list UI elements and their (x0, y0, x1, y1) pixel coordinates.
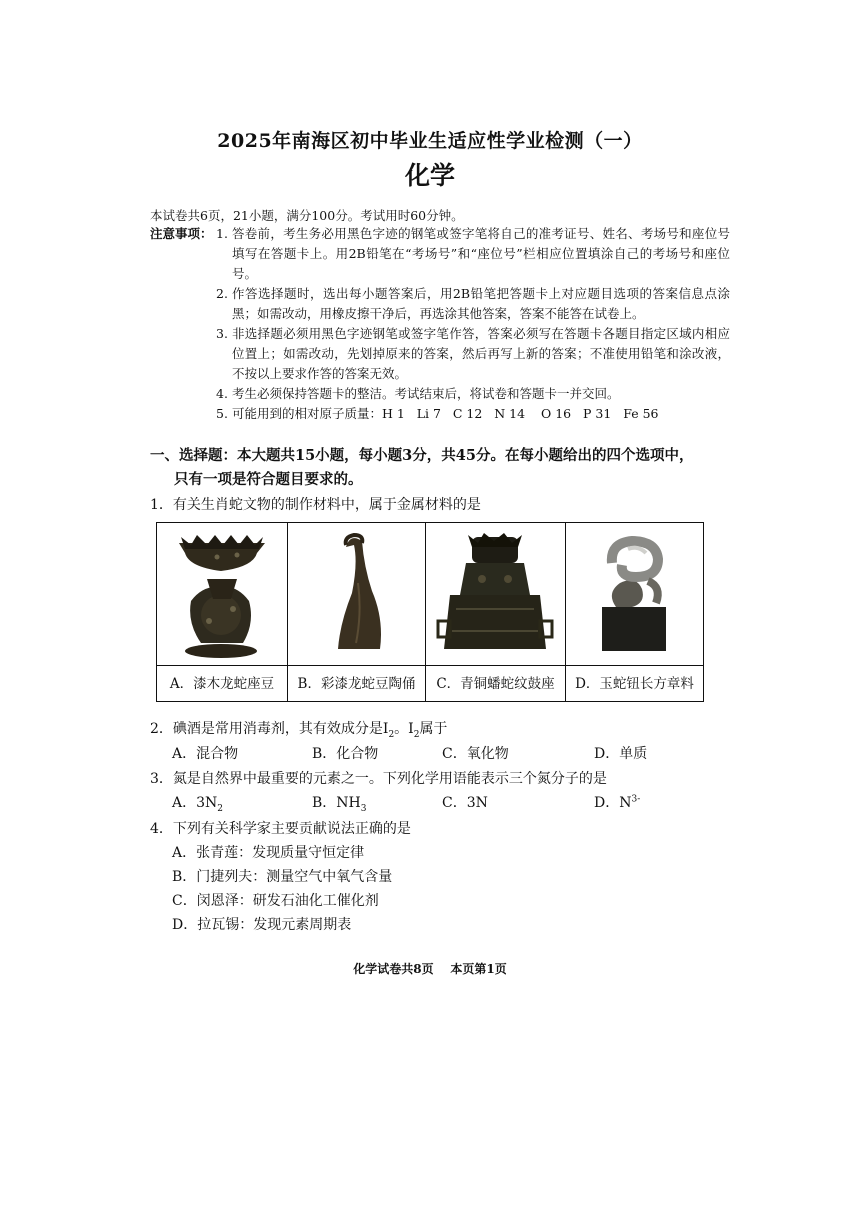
option-a-caption: A．漆木龙蛇座豆 (169, 676, 275, 692)
option-b-text: B．NH (312, 795, 361, 811)
option-a-image (157, 523, 287, 666)
note-item (216, 404, 724, 424)
note-item (216, 324, 730, 384)
note-text: 可能用到的相对原子质量：H 1 Li 7 C 12 N 14 O 16 P 31 Fe 56 (232, 406, 659, 421)
question-1-image-table (156, 522, 704, 702)
section-heading-line2: 只有一项是符合题目要求的。 (174, 471, 363, 488)
notes-label: 注意事项： (150, 226, 213, 241)
subscript: 2 (413, 729, 420, 740)
option-c: C．氧化物 (442, 746, 509, 762)
note-number: 4. (216, 386, 228, 401)
option-c-cell (426, 523, 566, 701)
question-2-stem (150, 718, 447, 740)
note-item (216, 284, 730, 324)
note-number: 3. (216, 326, 228, 341)
question-2-stem-text: 2．碘酒是常用消毒剂，其有效成分是I (150, 721, 389, 737)
note-item (216, 224, 730, 284)
note-text: 非选择题必须用黑色字迹钢笔或签字笔作答，答案必须写在答题卡各题目指定区域内相应位置上；如需改动，先划掉原来的答案，然后再写上新的答案；不准使用铅笔和涂改液，不按以上要求作答的答案无效。 (232, 326, 730, 381)
option-c: C．3N (442, 795, 488, 811)
option-a: A．混合物 (172, 746, 239, 762)
option-a (172, 792, 223, 814)
note-text: 作答选择题时，选出每小题答案后，用2B铅笔把答题卡上对应题目选项的答案信息点涂黑；如需改动，用橡皮擦干净后，再选涂其他答案，答案不能答在试卷上。 (232, 286, 730, 321)
option-b: B．化合物 (312, 746, 379, 762)
exam-info: 本试卷共6页，21小题，满分100分。考试用时60分钟。 (150, 208, 464, 223)
option-a-text: A．3N (172, 795, 218, 811)
option-d-caption: D．玉蛇钮长方章料 (575, 676, 694, 692)
note-item (216, 384, 724, 404)
note-number: 2. (216, 286, 228, 301)
option-d: D．单质 (594, 746, 648, 762)
question-1-stem: 1．有关生肖蛇文物的制作材料中，属于金属材料的是 (150, 497, 481, 513)
note-number: 1. (216, 226, 228, 241)
option-b-image (288, 523, 425, 666)
question-4-option-b (172, 866, 732, 886)
question-4-option-d (172, 914, 732, 934)
option-d: D．拉瓦锡：发现元素周期表 (172, 917, 352, 933)
option-c: C．闵恩泽：研发石油化工催化剂 (172, 893, 379, 909)
option-d-text: D．N (594, 795, 632, 811)
section-heading-line1: 一、选择题：本大题共15小题，每小题3分，共45分。在每小题给出的四个选项中， (150, 447, 694, 464)
question-4-stem: 4．下列有关科学家主要贡献说法正确的是 (150, 821, 411, 837)
option-b (312, 792, 366, 814)
exam-title: 2025年南海区初中毕业生适应性学业检测（一） (217, 130, 643, 152)
note-text: 考生必须保持答题卡的整洁。考试结束后，将试卷和答题卡一并交回。 (232, 386, 620, 401)
question-4-option-c (172, 890, 732, 910)
subscript: 2 (217, 803, 224, 814)
subscript: 3 (360, 803, 367, 814)
question-2-stem-text: 属于 (419, 721, 448, 737)
option-a-cell (157, 523, 288, 701)
question-4-option-a (172, 842, 732, 862)
option-d (594, 792, 640, 812)
option-b: B．门捷列夫：测量空气中氧气含量 (172, 869, 393, 885)
option-d-image (566, 523, 703, 666)
note-number: 5. (216, 406, 228, 421)
subject-title: 化学 (404, 161, 455, 190)
option-d-cell (566, 523, 703, 701)
option-a: A．张青莲：发现质量守恒定律 (172, 845, 365, 861)
superscript: 3- (631, 794, 641, 805)
section-heading (150, 444, 730, 492)
option-c-caption: C．青铜蟠蛇纹鼓座 (436, 676, 555, 692)
option-b-cell (288, 523, 426, 701)
option-c-image (426, 523, 565, 666)
page-footer: 化学试卷共8页 本页第1页 (353, 962, 507, 976)
subscript: 2 (388, 729, 395, 740)
question-3-stem: 3．氮是自然界中最重要的元素之一。下列化学用语能表示三个氮分子的是 (150, 771, 607, 787)
option-b-caption: B．彩漆龙蛇豆陶俑 (297, 676, 416, 692)
question-2-stem-text: 。I (394, 721, 414, 737)
question-2-options (172, 743, 732, 763)
question-3-options (172, 792, 732, 812)
note-text: 答卷前，考生务必用黑色字迹的钢笔或签字笔将自己的准考证号、姓名、考场号和座位号填写在答题卡上。用2B铅笔在“考场号”和“座位号”栏相应位置填涂自己的考场号和座位号。 (232, 226, 730, 281)
